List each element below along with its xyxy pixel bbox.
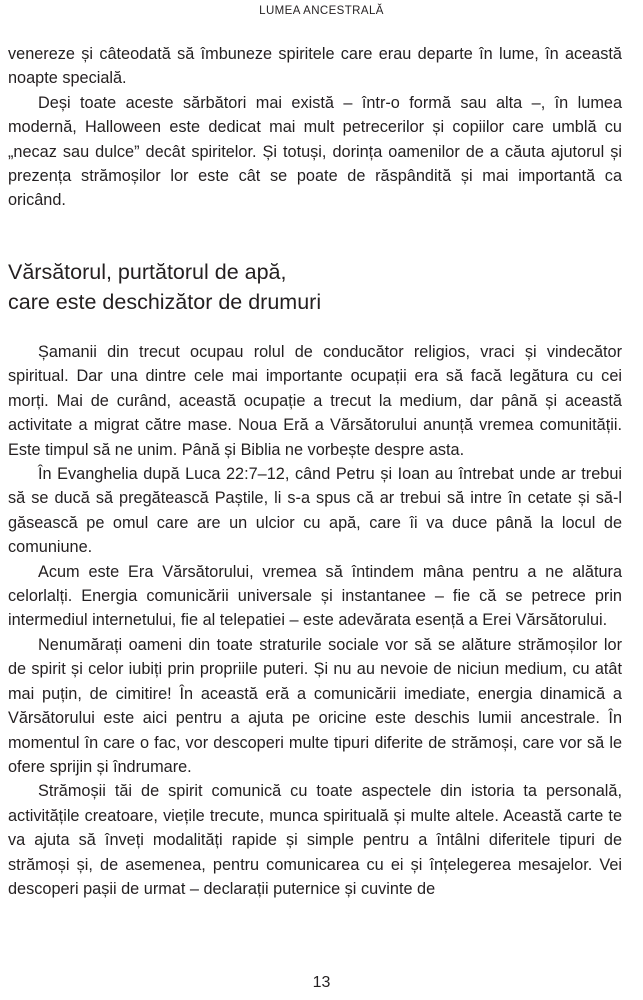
- paragraph: Șamanii din trecut ocupau rolul de conducător religios, vraci și vindecător spiritual. Dar una dintre cele mai importante ocupații era să facă legătura cu cei morți. Mai de curând, această ocupație a trecut la medium, dar până și această activitate a migrat către mase. Noua Eră a Vărsătorului anunță vremea comunității. Este timpul să ne unim. Până și Biblia ne vorbește despre asta.: [8, 343, 622, 459]
- paragraph: Nenumărați oameni din toate straturile sociale vor să se alăture strămoșilor lor de spirit și celor iubiți prin propriile puteri. Și nu au nevoie de niciun medium, cu atât mai puțin, de cimitire! În această eră a comunicării imediate, energia dinamică a Vărsătorului este aici pentru a ajuta pe oricine este deschis lumii ancestrale. În momentul în care o fac, vor descoperi multe tipuri diferite de strămoși, care vor să le ofere sprijin și îndrumare.: [8, 635, 622, 776]
- paragraph: venereze și câteodată să îmbuneze spiritele care erau departe în lume, în această noapte specială.: [8, 45, 622, 88]
- top-text-block: [8, 42, 622, 213]
- section-heading-line: Vărsătorul, purtătorul de apă,: [8, 260, 287, 284]
- paragraph: În Evanghelia după Luca 22:7–12, când Petru și Ioan au întrebat unde ar trebui să se ducă să pregătească Paștile, li s-a spus că ar trebui să intre în cetate și să-l găsească pe omul care are un ulcior cu apă, care îi va duce până la locul de comuniune.: [8, 465, 622, 557]
- page-number: 13: [312, 974, 331, 991]
- main-text-block: [8, 340, 622, 901]
- paragraph: Deși toate aceste sărbători mai există – într-o formă sau alta –, în lumea modernă, Halloween este dedicat mai mult petrecerilor și copiilor care umblă cu „necaz sau dulce” decât spiritelor. Și totuși, dorința oamenilor de a căuta ajutorul și prezența strămoșilor lor este cât se poate de răspândită și mai importantă ca oricând.: [8, 93, 622, 210]
- paragraph: Strămoșii tăi de spirit comunică cu toate aspectele din istoria ta personală, activitățile creatoare, viețile trecute, munca spirituală și multe altele. Această carte te va ajuta să înveți modalități rapide și simple pentru a întâlni diferitele tipuri de strămoși și, de asemenea, pentru comunicarea cu ei și înțelegerea mesajelor. Vei descoperi pașii de urmat – declarații puternice și cuvinte de: [8, 782, 622, 898]
- section-heading-line: care este deschizător de drumuri: [8, 290, 322, 314]
- section-heading: [8, 257, 622, 317]
- paragraph: Acum este Era Vărsătorului, vremea să întindem mâna pentru a ne alătura celorlalți. Energia comunicării universale și instantanee – fie că se petrece prin intermediul internetului, fie al telepatiei – este adevărata esență a Erei Vărsătorului.: [8, 562, 622, 630]
- running-head: LUMEA ANCESTRALĂ: [259, 5, 384, 17]
